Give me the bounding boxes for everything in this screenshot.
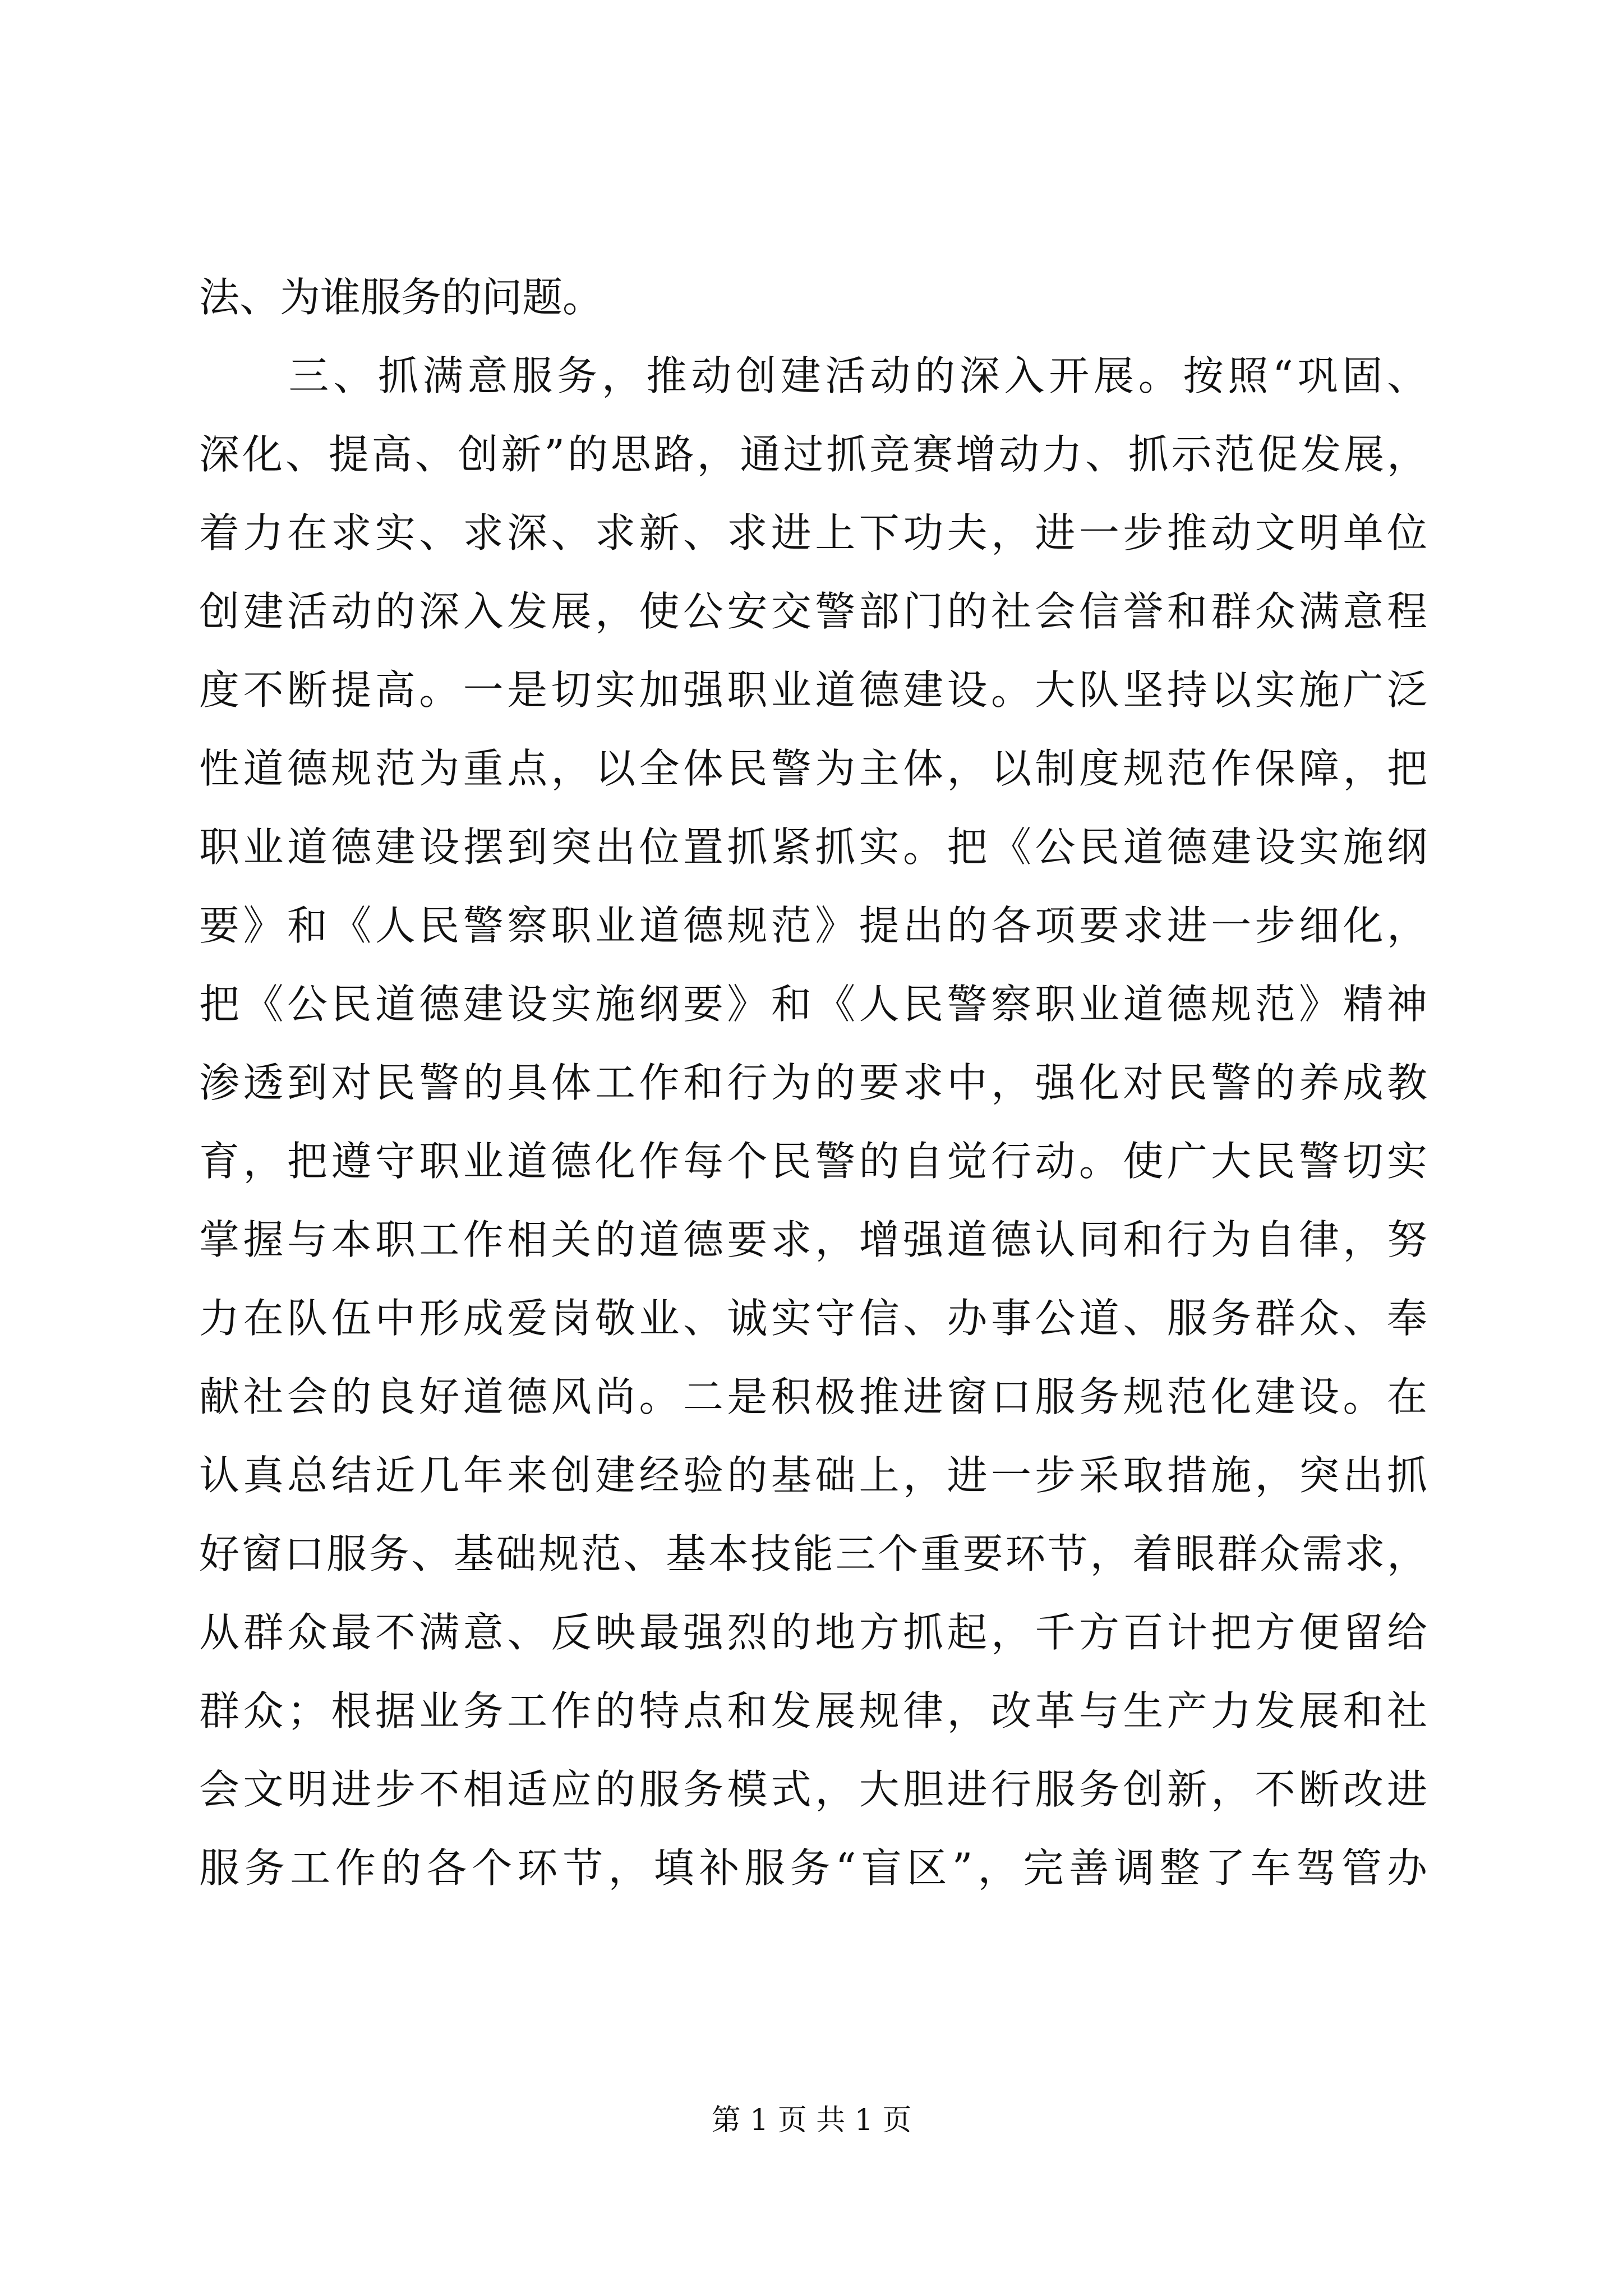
text-line: 度不断提高。一是切实加强职业道德建设。大队坚持以实施广泛 [199, 666, 1427, 714]
text-line: 服务工作的各个环节，填补服务“盲区”，完善调整了车驾管办 [199, 1844, 1427, 1892]
text-line: 献社会的良好道德风尚。二是积极推进窗口服务规范化建设。在 [199, 1373, 1427, 1420]
text-line: 从群众最不满意、反映最强烈的地方抓起，千方百计把方便留给 [199, 1609, 1427, 1656]
text-line: 要》和《人民警察职业道德规范》提出的各项要求进一步细化， [199, 902, 1427, 949]
text-line: 育，把遵守职业道德化作每个民警的自觉行动。使广大民警切实 [199, 1138, 1427, 1185]
text-line: 认真总结近几年来创建经验的基础上，进一步采取措施，突出抓 [199, 1452, 1427, 1499]
text-line: 渗透到对民警的具体工作和行为的要求中，强化对民警的养成教 [199, 1059, 1427, 1106]
text-line: 性道德规范为重点，以全体民警为主体，以制度规范作保障，把 [199, 745, 1427, 792]
text-line: 创建活动的深入发展，使公安交警部门的社会信誉和群众满意程 [199, 588, 1427, 635]
text-line: 着力在求实、求深、求新、求进上下功夫，进一步推动文明单位 [199, 509, 1427, 556]
page-footer: 第 1 页 共 1 页 [711, 2104, 912, 2137]
text-line: 力在队伍中形成爱岗敬业、诚实守信、办事公道、服务群众、奉 [199, 1295, 1427, 1342]
text-line: 群众；根据业务工作的特点和发展规律，改革与生产力发展和社 [199, 1687, 1427, 1734]
text-line: 深化、提高、创新”的思路，通过抓竞赛增动力、抓示范促发展， [199, 431, 1427, 478]
text-line: 法、为谁服务的问题。 [199, 274, 603, 321]
text-line: 掌握与本职工作相关的道德要求，增强道德认同和行为自律，努 [199, 1216, 1427, 1263]
text-line: 三、抓满意服务，推动创建活动的深入开展。按照“巩固、 [199, 352, 1427, 399]
text-line: 把《公民道德建设实施纲要》和《人民警察职业道德规范》精神 [199, 981, 1427, 1028]
text-line: 会文明进步不相适应的服务模式，大胆进行服务创新，不断改进 [199, 1766, 1427, 1813]
text-line: 好窗口服务、基础规范、基本技能三个重要环节，着眼群众需求， [199, 1530, 1427, 1577]
text-line: 职业道德建设摆到突出位置抓紧抓实。把《公民道德建设实施纲 [199, 823, 1427, 871]
body-text [199, 258, 1427, 1907]
